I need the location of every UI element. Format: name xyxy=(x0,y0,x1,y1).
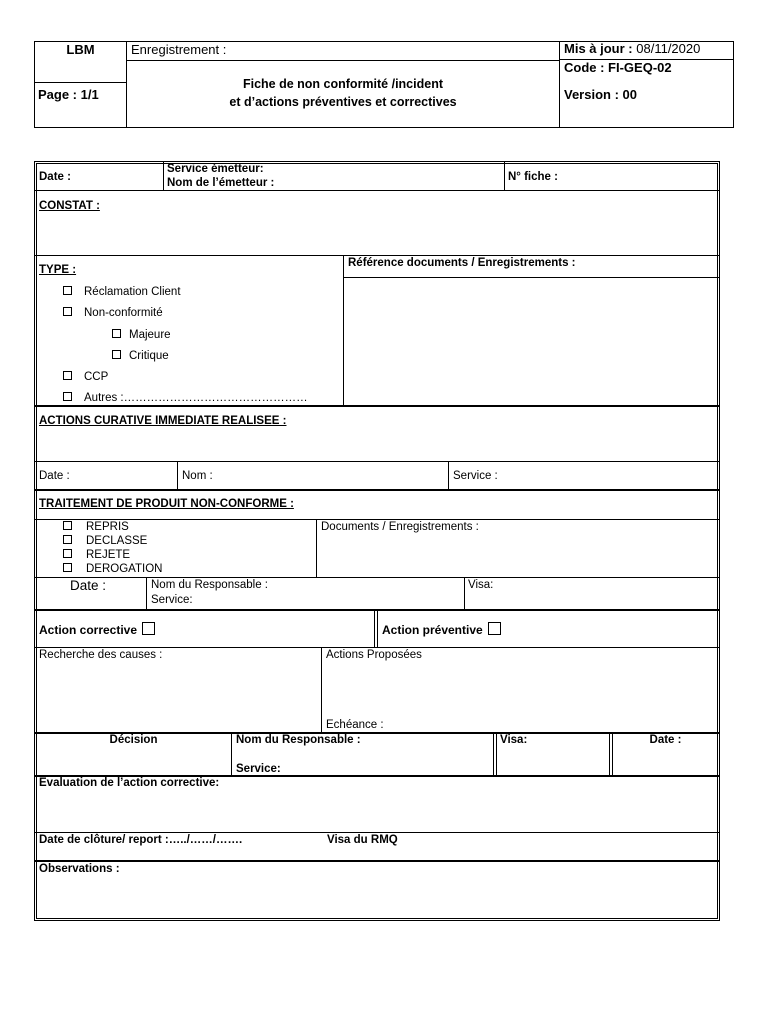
finding-label: CONSTAT : xyxy=(39,200,100,212)
option-label: CCP xyxy=(84,371,109,383)
preventive-action-option[interactable] xyxy=(382,623,501,637)
form-title-line1: Fiche de non conformité /incident xyxy=(242,77,443,91)
treatment-responsible-name-field[interactable]: Nom du Responsable : xyxy=(151,579,268,591)
cell-divider xyxy=(321,647,322,733)
curative-name-field[interactable]: Nom : xyxy=(182,470,213,482)
decision-field[interactable]: Décision xyxy=(109,734,158,746)
checkbox[interactable] xyxy=(63,392,72,401)
decision-visa-field[interactable]: Visa: xyxy=(500,734,528,746)
cell-divider xyxy=(146,577,147,610)
treatment-visa-field[interactable]: Visa: xyxy=(468,579,494,591)
checkbox[interactable] xyxy=(63,371,72,380)
reference-documents-label: Référence documents / Enregistrements : xyxy=(348,257,576,269)
checkbox[interactable] xyxy=(63,549,72,558)
page-number: Page : 1/1 xyxy=(38,87,99,102)
update-date xyxy=(564,42,700,56)
treatment-option-repris[interactable] xyxy=(63,520,129,534)
sheet-number-field[interactable]: N° fiche : xyxy=(508,171,558,183)
cell-divider xyxy=(177,461,178,490)
cell-divider xyxy=(504,162,505,190)
treatment-documents-label: Documents / Enregistrements : xyxy=(321,521,479,533)
checkbox[interactable] xyxy=(63,521,72,530)
treatment-option-rejete[interactable] xyxy=(63,548,130,562)
cell-divider xyxy=(163,162,164,190)
option-label: DEROGATION xyxy=(86,563,163,575)
type-option-non-conformity[interactable] xyxy=(63,306,163,320)
cell-divider xyxy=(374,609,375,647)
issuing-service-field[interactable]: Service émetteur: xyxy=(167,163,264,175)
row-divider xyxy=(35,190,719,191)
evaluation-field[interactable]: Evaluation de l’action corrective: xyxy=(39,777,220,789)
treatment-label: TRAITEMENT DE PRODUIT NON-CONFORME : xyxy=(39,498,294,510)
update-label: Mis à jour : xyxy=(564,41,633,56)
row-divider xyxy=(35,489,719,491)
corrective-action-label: Action corrective xyxy=(39,623,138,637)
option-label: REJETE xyxy=(86,549,131,561)
root-cause-field[interactable]: Recherche des causes : xyxy=(39,649,163,661)
proposed-actions-field[interactable]: Actions Proposées xyxy=(326,649,422,661)
cell-divider xyxy=(231,732,232,776)
option-label: Autres :………………………………………… xyxy=(84,392,308,404)
decision-service-field[interactable]: Service: xyxy=(236,763,281,775)
treatment-date-field[interactable]: Date : xyxy=(70,578,107,593)
decision-responsible-name-field[interactable]: Nom du Responsable : xyxy=(236,734,361,746)
row-divider xyxy=(35,405,719,407)
checkbox[interactable] xyxy=(112,329,121,338)
row-divider xyxy=(343,277,719,278)
closure-date-field[interactable]: Date de clôture/ report :…../……/……. xyxy=(39,834,243,846)
lab-name: LBM xyxy=(66,42,95,57)
cell-divider xyxy=(464,577,465,610)
type-option-ccp[interactable] xyxy=(63,370,108,384)
header-divider xyxy=(34,82,127,83)
option-label: Réclamation Client xyxy=(84,286,181,298)
issuer-name-field[interactable]: Nom de l’émetteur : xyxy=(167,177,275,189)
type-option-client-complaint[interactable] xyxy=(63,285,181,299)
cell-divider xyxy=(316,519,317,577)
cell-divider xyxy=(493,732,494,776)
cell-divider xyxy=(609,732,610,776)
decision-date-field[interactable]: Date : xyxy=(649,734,682,746)
type-option-other[interactable] xyxy=(63,391,308,405)
cell-divider xyxy=(448,461,449,490)
corrective-action-option[interactable] xyxy=(39,623,155,637)
treatment-service-field[interactable]: Service: xyxy=(151,594,193,606)
checkbox[interactable] xyxy=(488,622,501,635)
row-divider xyxy=(35,577,719,578)
checkbox[interactable] xyxy=(63,563,72,572)
checkbox[interactable] xyxy=(63,535,72,544)
curative-action-label: ACTIONS CURATIVE IMMEDIATE REALISEE : xyxy=(39,415,287,427)
treatment-option-derogation[interactable] xyxy=(63,562,162,576)
document-code: Code : FI-GEQ-02 xyxy=(564,60,672,75)
row-divider xyxy=(35,860,719,862)
checkbox[interactable] xyxy=(63,286,72,295)
type-option-critical[interactable] xyxy=(112,349,169,363)
row-divider xyxy=(35,461,719,462)
option-label: Majeure xyxy=(129,329,171,341)
treatment-option-declasse[interactable] xyxy=(63,534,147,548)
document-version: Version : 00 xyxy=(564,87,637,102)
observations-field[interactable]: Observations : xyxy=(39,863,120,875)
cell-divider xyxy=(496,732,497,776)
checkbox[interactable] xyxy=(142,622,155,635)
issue-date-field[interactable]: Date : xyxy=(39,171,71,183)
record-label: Enregistrement : xyxy=(131,42,227,57)
form-title-line2: et d’actions préventives et correctives xyxy=(229,95,457,109)
header-divider xyxy=(126,60,560,61)
deadline-field[interactable]: Echéance : xyxy=(326,719,384,731)
curative-date-field[interactable]: Date : xyxy=(39,470,70,482)
option-label: Non-conformité xyxy=(84,307,163,319)
preventive-action-label: Action préventive xyxy=(382,623,483,637)
rmq-visa-field[interactable]: Visa du RMQ xyxy=(327,834,398,846)
checkbox[interactable] xyxy=(63,307,72,316)
checkbox[interactable] xyxy=(112,350,121,359)
curative-service-field[interactable]: Service : xyxy=(453,470,498,482)
type-label: TYPE : xyxy=(39,264,77,276)
type-option-major[interactable] xyxy=(112,328,171,342)
option-label: REPRIS xyxy=(86,521,129,533)
option-label: DECLASSE xyxy=(86,535,148,547)
update-value: 08/11/2020 xyxy=(636,41,701,56)
cell-divider xyxy=(377,609,378,647)
option-label: Critique xyxy=(129,350,169,362)
